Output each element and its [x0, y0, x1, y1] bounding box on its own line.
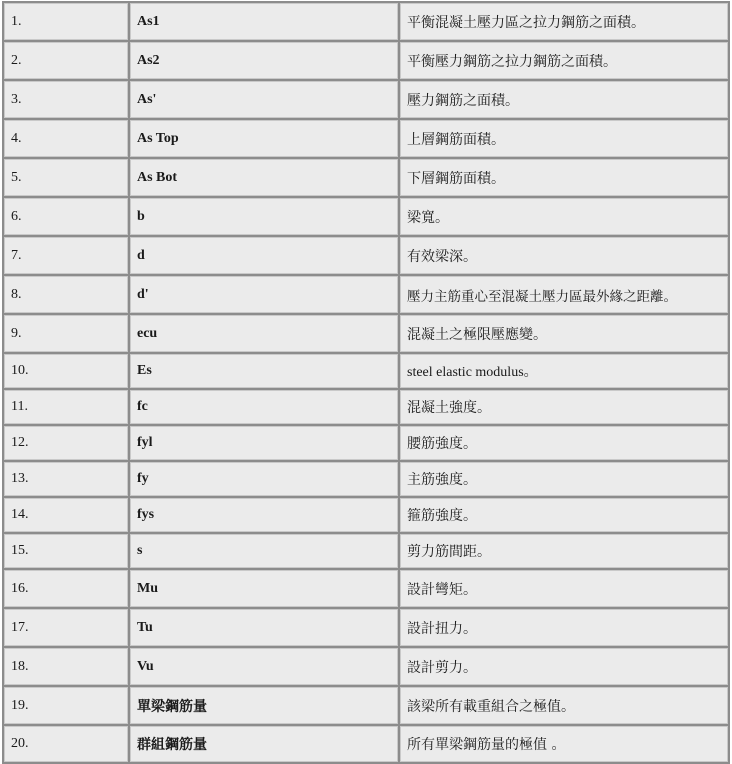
symbol: b	[130, 198, 398, 235]
symbol: Tu	[130, 609, 398, 646]
table-row	[2, 607, 730, 646]
table-row	[2, 685, 730, 724]
row-number: 2.	[4, 42, 128, 79]
table-row	[2, 313, 730, 352]
description: 設計剪力。	[400, 648, 728, 685]
table-row	[2, 532, 730, 568]
row-number: 18.	[4, 648, 128, 685]
table-row	[2, 568, 730, 607]
description: 上層鋼筋面積。	[400, 120, 728, 157]
symbol: fy	[130, 462, 398, 496]
description: 設計彎矩。	[400, 570, 728, 607]
row-number: 7.	[4, 237, 128, 274]
description: 梁寬。	[400, 198, 728, 235]
description: 主筋強度。	[400, 462, 728, 496]
row-number: 19.	[4, 687, 128, 724]
row-number: 6.	[4, 198, 128, 235]
table-row	[2, 496, 730, 532]
description: 壓力主筋重心至混凝土壓力區最外緣之距離。	[400, 276, 728, 313]
description: 平衡壓力鋼筋之拉力鋼筋之面積。	[400, 42, 728, 79]
row-number: 14.	[4, 498, 128, 532]
symbol: Es	[130, 354, 398, 388]
table-row	[2, 352, 730, 388]
table-row	[2, 388, 730, 424]
table-row	[2, 196, 730, 235]
row-number: 10.	[4, 354, 128, 388]
table-row	[2, 274, 730, 313]
symbol: As2	[130, 42, 398, 79]
description: 混凝土之極限壓應變。	[400, 315, 728, 352]
row-number: 9.	[4, 315, 128, 352]
row-number: 15.	[4, 534, 128, 568]
symbol: 單梁鋼筋量	[130, 687, 398, 724]
row-number: 16.	[4, 570, 128, 607]
row-number: 12.	[4, 426, 128, 460]
table-row	[2, 40, 730, 79]
table-row	[2, 460, 730, 496]
row-number: 8.	[4, 276, 128, 313]
symbol: Mu	[130, 570, 398, 607]
description: 該梁所有載重組合之極值。	[400, 687, 728, 724]
description: 下層鋼筋面積。	[400, 159, 728, 196]
table-row	[2, 235, 730, 274]
description: 剪力筋間距。	[400, 534, 728, 568]
symbol: fyl	[130, 426, 398, 460]
table-row	[2, 79, 730, 118]
row-number: 5.	[4, 159, 128, 196]
table-row	[2, 646, 730, 685]
symbol: As1	[130, 3, 398, 40]
symbol: As'	[130, 81, 398, 118]
description: 設計扭力。	[400, 609, 728, 646]
symbol: As Bot	[130, 159, 398, 196]
description: 壓力鋼筋之面積。	[400, 81, 728, 118]
table-row	[2, 424, 730, 460]
symbol: d'	[130, 276, 398, 313]
description: 所有單梁鋼筋量的極值 。	[400, 726, 728, 762]
symbol: Vu	[130, 648, 398, 685]
row-number: 4.	[4, 120, 128, 157]
row-number: 11.	[4, 390, 128, 424]
description: 平衡混凝土壓力區之拉力鋼筋之面積。	[400, 3, 728, 40]
symbol: fys	[130, 498, 398, 532]
table-row	[2, 1, 730, 40]
row-number: 13.	[4, 462, 128, 496]
symbol: ecu	[130, 315, 398, 352]
definitions-table	[2, 1, 730, 764]
table-row	[2, 118, 730, 157]
table-row	[2, 157, 730, 196]
description: 有效梁深。	[400, 237, 728, 274]
row-number: 17.	[4, 609, 128, 646]
description: 腰筋強度。	[400, 426, 728, 460]
description: steel elastic modulus。	[400, 354, 728, 388]
symbol: fc	[130, 390, 398, 424]
table-row	[2, 724, 730, 764]
symbol: s	[130, 534, 398, 568]
description: 箍筋強度。	[400, 498, 728, 532]
row-number: 3.	[4, 81, 128, 118]
description: 混凝土強度。	[400, 390, 728, 424]
row-number: 1.	[4, 3, 128, 40]
symbol: 群組鋼筋量	[130, 726, 398, 762]
symbol: d	[130, 237, 398, 274]
row-number: 20.	[4, 726, 128, 762]
symbol: As Top	[130, 120, 398, 157]
